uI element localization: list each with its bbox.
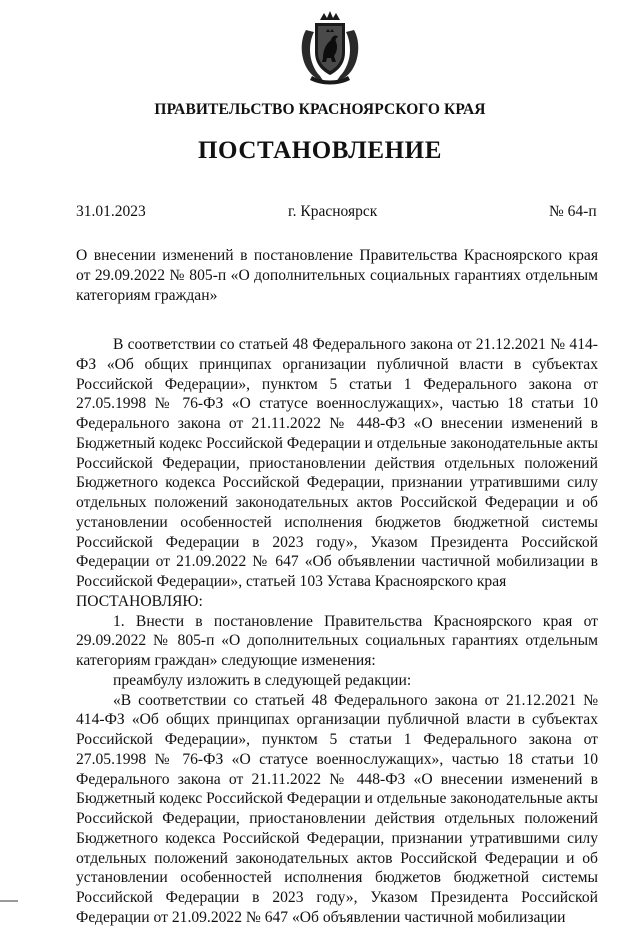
body-paragraph-preamble-intro: преамбулу изложить в следующей редакции: (113, 671, 412, 689)
document-body (76, 335, 598, 928)
document-city: г. Красноярск (288, 203, 378, 220)
scan-edge-mark (0, 900, 18, 902)
body-paragraph-resolve: ПОСТАНОВЛЯЮ: (76, 592, 203, 610)
document-subject: О внесении изменений в постановление Правительства Красноярского края от 29.09.2022 № 805-п «О дополнительных социальных гарантиях отдельным категориям граждан» (76, 247, 598, 304)
body-paragraph-new-preamble: «В соответствии со статьей 48 Федерального закона от 21.12.2021 № 414-ФЗ «Об общих принципах организации публичной власти в субъектах Российской Федерации», пунктом 5 статьи 1 Федерального закона от 27.05.1998 № 76-ФЗ «О статусе военнослужащих», частью 18 статьи 10 Федерального закона от 21.11.2022 № 448-ФЗ «О внесении изменений в Бюджетный кодекс Российской Федерации и отдельные законодательные акты Российской Федерации, приостановлении действия отдельных положений Бюджетного кодекса Российской Федерации, признании утратившими силу отдельных положений законодательных актов Российской Федерации и об установлении особенностей исполнения бюджетов бюджетной системы Российской Федерации в 2023 году», Указом Президента Российской Федерации от 21.09.2022 № 647 «Об объявлении частичной мобилизации (76, 691, 598, 926)
coat-of-arms-icon (298, 10, 362, 86)
government-name: ПРАВИТЕЛЬСТВО КРАСНОЯРСКОГО КРАЯ (154, 101, 486, 118)
document-number: № 64-п (549, 203, 597, 220)
document-date: 31.01.2023 (76, 203, 146, 220)
document-type-title: ПОСТАНОВЛЕНИЕ (197, 137, 443, 164)
body-paragraph-item-1: 1. Внести в постановление Правительства Красноярского края от 29.09.2022 № 805-п «О дополнительных социальных гарантиях отдельным категориям граждан» следующие изменения: (76, 612, 598, 669)
body-paragraph-preamble: В соответствии со статьей 48 Федерального закона от 21.12.2021 № 414-ФЗ «Об общих принципах организации публичной власти в субъектах Российской Федерации», пунктом 5 статьи 1 Федерального закона от 27.05.1998 № 76-ФЗ «О статусе военнослужащих», частью 18 статьи 10 Федерального закона от 21.11.2022 № 448-ФЗ «О внесении изменений в Бюджетный кодекс Российской Федерации и отдельные законодательные акты Российской Федерации, приостановлении действия отдельных положений Бюджетного кодекса Российской Федерации, признании утратившими силу отдельных положений законодательных актов Российской Федерации и об установлении особенностей исполнения бюджетов бюджетной системы Российской Федерации в 2023 году», Указом Президента Российской Федерации от 21.09.2022 № 647 «Об объявлении частичной мобилизации в Российской Федерации», статьей 103 Устава Красноярского края (76, 336, 598, 590)
